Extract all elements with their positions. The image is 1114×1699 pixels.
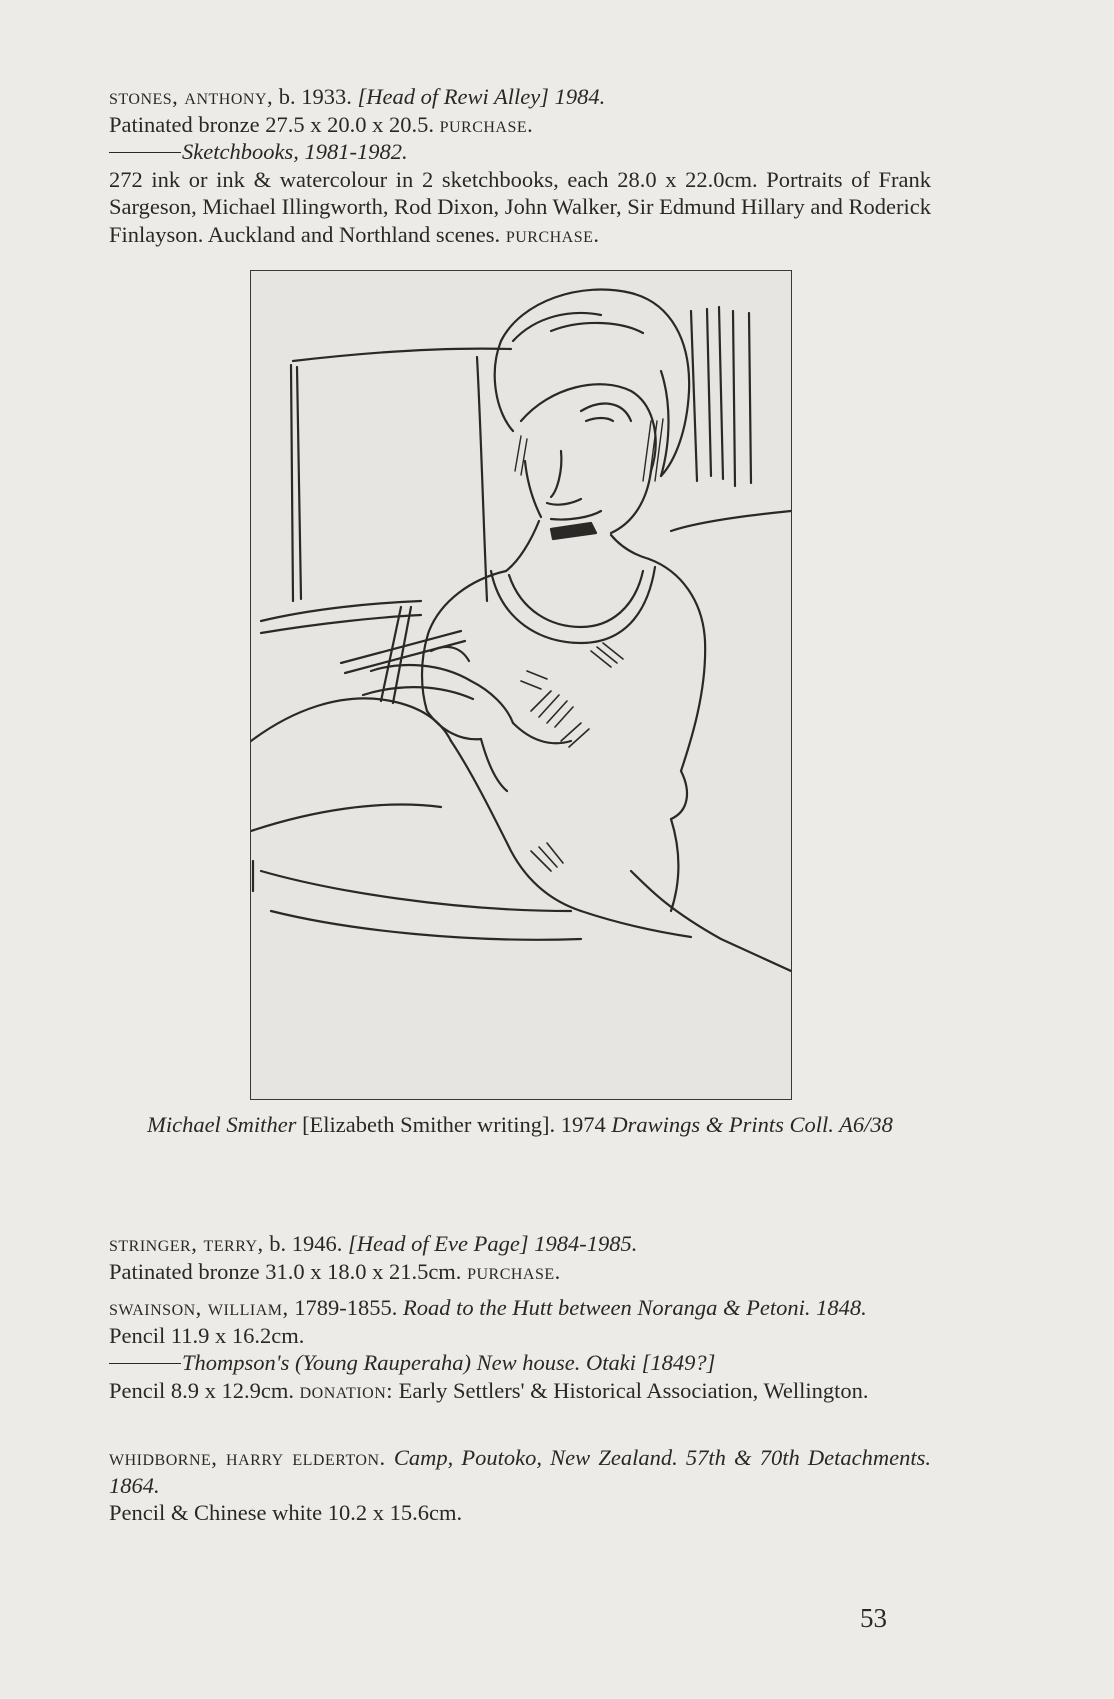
acquisition-type: donation:: [299, 1377, 394, 1403]
ditto-dash: [109, 1363, 181, 1364]
illustration-drawing: [250, 270, 792, 1100]
artist-dates: b. 1933.: [273, 84, 358, 109]
page-number: 53: [860, 1603, 887, 1633]
work-medium: Patinated bronze 27.5 x 20.0 x 20.5.: [109, 111, 440, 137]
figure-caption: [109, 1111, 931, 1139]
entry-whidborne: [109, 1444, 931, 1527]
work-medium: 272 ink or ink & watercolour in 2 sketchbooks, each 28.0 x 22.0cm. Portraits of Frank Sargeson, Michael Illingworth, Rod Dixon, John Walker, Sir Edmund Hillary and Roderick Finlayson. Auckland and Northland scenes.: [109, 166, 931, 247]
work-title: Camp, Poutoko, New Zealand. 57th & 70th Detachments. 1864.: [109, 1445, 931, 1498]
entry-stringer: [109, 1230, 931, 1285]
artist-name: stones, anthony,: [109, 84, 274, 109]
acquisition-type: purchase.: [439, 111, 534, 137]
caption-artist: Michael Smither: [147, 1112, 297, 1137]
acquisition-type: purchase.: [467, 1258, 561, 1284]
work-title: Road to the Hutt between Noranga & Petoni. 1848.: [403, 1295, 867, 1320]
work-medium: Patinated bronze 31.0 x 18.0 x 21.5cm.: [109, 1258, 468, 1284]
entry-swainson: [109, 1294, 931, 1404]
acquisition-type: purchase.: [505, 221, 600, 247]
work-medium: Pencil & Chinese white 10.2 x 15.6cm.: [109, 1500, 463, 1525]
artist-name: swainson, william,: [109, 1295, 289, 1320]
ditto-dash: [109, 152, 181, 153]
work-title: Sketchbooks, 1981-1982.: [182, 139, 408, 164]
entry-stones: [109, 83, 931, 248]
caption-work: [Elizabeth Smither writing]. 1974: [296, 1112, 612, 1137]
artist-dates: 1789-1855.: [288, 1295, 404, 1320]
sketch-of-woman-writing: [251, 271, 791, 1099]
work-medium: Pencil 8.9 x 12.9cm.: [109, 1377, 300, 1403]
work-title: [Head of Eve Page] 1984-1985.: [348, 1231, 638, 1256]
caption-collection: Drawings & Prints Coll. A6/38: [611, 1112, 893, 1137]
artist-name: whidborne, harry elderton.: [109, 1445, 386, 1470]
artist-dates: b. 1946.: [263, 1231, 349, 1256]
work-medium: Pencil 11.9 x 16.2cm.: [109, 1322, 305, 1348]
donor-name: Early Settlers' & Historical Association, Wellington.: [393, 1377, 869, 1403]
work-title: [Head of Rewi Alley] 1984.: [357, 84, 606, 109]
work-title: Thompson's (Young Rauperaha) New house. Otaki [1849?]: [182, 1350, 716, 1375]
artist-name: stringer, terry,: [109, 1231, 264, 1256]
